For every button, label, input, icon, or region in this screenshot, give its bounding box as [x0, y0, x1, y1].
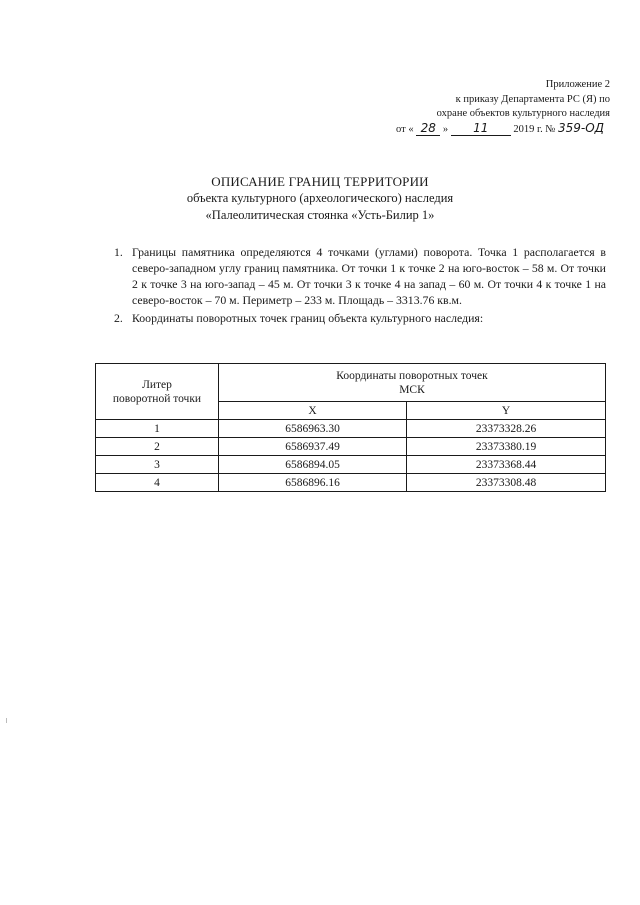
coordinates-table — [95, 363, 606, 492]
cell-x: 6586896.16 — [219, 474, 407, 492]
order-date-line — [310, 122, 610, 138]
appendix-header — [310, 78, 610, 137]
description-list — [114, 244, 606, 326]
cell-point: 1 — [96, 420, 219, 438]
cell-x: 6586894.05 — [219, 456, 407, 474]
appendix-order-ref: к приказу Департамента РС (Я) по — [455, 93, 610, 105]
list-item-text: Координаты поворотных точек границ объекта культурного наследия: — [132, 311, 484, 325]
cell-point: 4 — [96, 474, 219, 492]
cell-y: 23373308.48 — [407, 474, 606, 492]
order-day-handwritten: 28 — [416, 122, 440, 136]
cell-x: 6586963.30 — [219, 420, 407, 438]
list-item-text: Границы памятника определяются 4 точками (углами) поворота. Точка 1 располагается в северо-западном углу границ памятника. От точки 1 к точке 2 на юго-восток – 58 м. От точки 2 к точке 3 на юго-запад – 45 м. От точки 3 к точке 4 на запад – 60 м. От точки 4 к точке 1 на северо-восток – 70 м. Периметр – 233 м. Площадь – 3313.76 кв.м. — [132, 245, 606, 307]
header-point-literal-line2: поворотной точки — [112, 392, 202, 405]
order-prefix: от « — [396, 123, 414, 135]
cell-y: 23373368.44 — [407, 456, 606, 474]
table-row — [96, 420, 606, 438]
scan-artifact — [6, 718, 7, 723]
header-y: Y — [407, 402, 606, 420]
cell-y: 23373328.26 — [407, 420, 606, 438]
cell-x: 6586937.49 — [219, 438, 407, 456]
document-subtitle: объекта культурного (археологического) наследия — [186, 191, 454, 205]
site-name: «Палеолитическая стоянка «Усть-Билир 1» — [205, 208, 435, 222]
table-row — [96, 438, 606, 456]
order-mid: » — [442, 123, 449, 135]
cell-y: 23373380.19 — [407, 438, 606, 456]
document-title: ОПИСАНИЕ ГРАНИЦ ТЕРРИТОРИИ — [211, 174, 429, 189]
header-coordinates-line1: Координаты поворотных точек — [336, 369, 488, 382]
list-item-number: 1. — [114, 245, 123, 259]
header-coordinates — [219, 364, 606, 402]
document-title-block — [0, 173, 640, 224]
order-month-handwritten: 11 — [451, 122, 511, 136]
header-point-literal — [96, 364, 219, 420]
order-number-handwritten: 359-ОД — [558, 120, 605, 135]
cell-point: 2 — [96, 438, 219, 456]
table-row — [96, 456, 606, 474]
header-point-literal-line1: Литер — [142, 378, 172, 391]
list-item — [114, 310, 606, 326]
appendix-department: охране объектов культурного наследия — [436, 108, 610, 119]
appendix-label: Приложение 2 — [545, 79, 610, 90]
header-coordinates-line2: МСК — [399, 383, 425, 396]
order-year: 2019 г. № — [513, 123, 556, 135]
header-x: X — [219, 402, 407, 420]
cell-point: 3 — [96, 456, 219, 474]
list-item-number: 2. — [114, 311, 123, 325]
table-row — [96, 474, 606, 492]
list-item — [114, 244, 606, 308]
